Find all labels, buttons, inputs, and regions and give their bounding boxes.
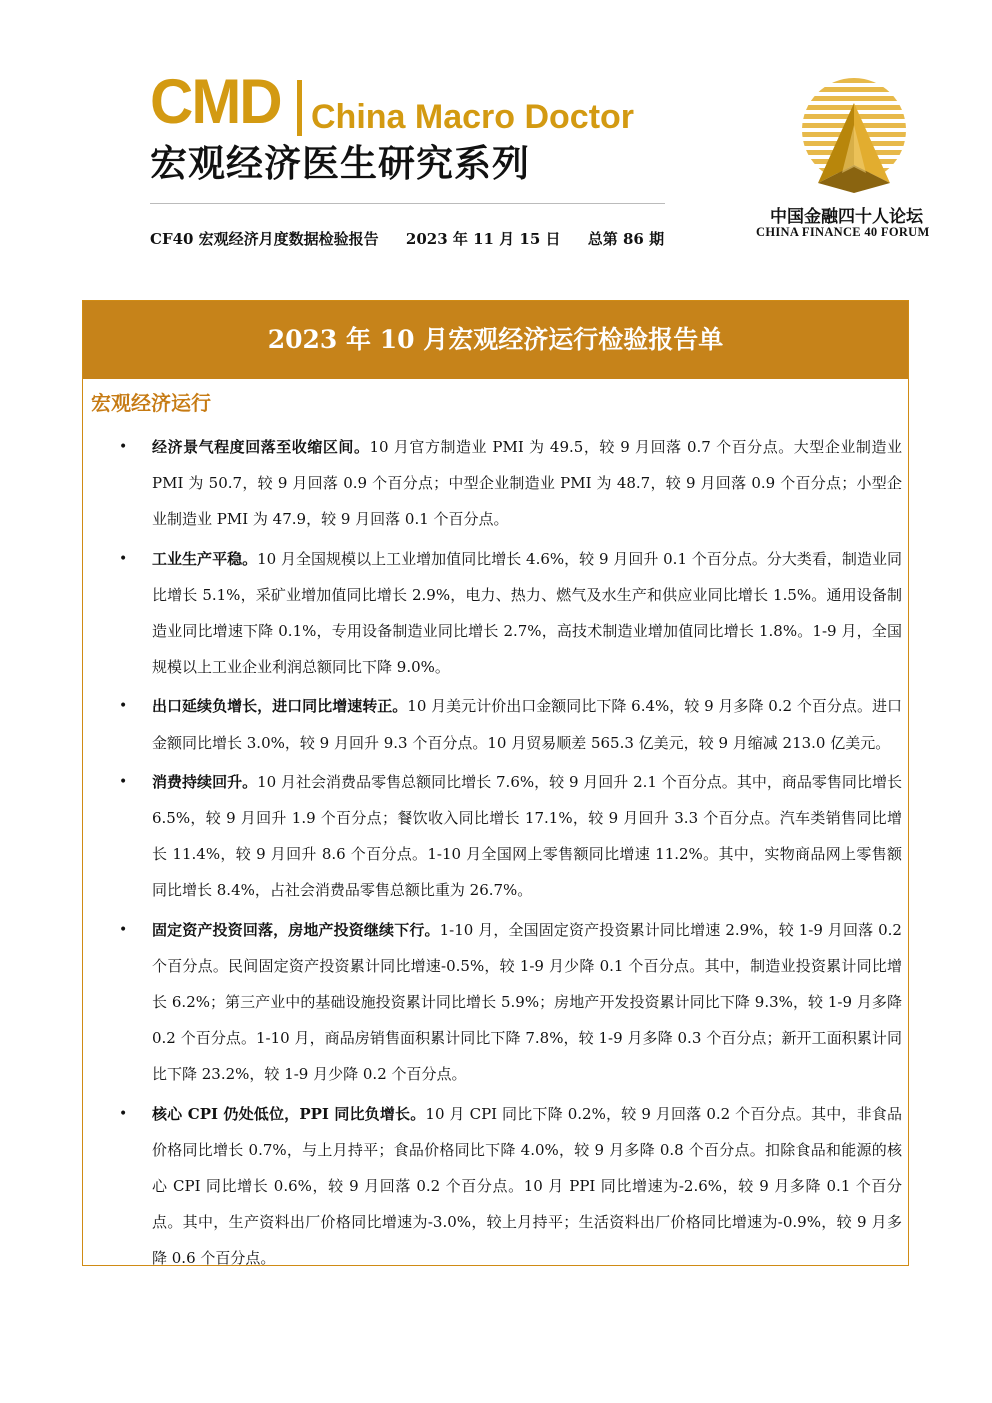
- brand-cmd: CMD: [150, 66, 281, 137]
- item-text: 10 月 CPI 同比下降 0.2%，较 9 月回落 0.2 个百分点。其中，非食品价格同比增长 0.7%，与上月持平；食品价格同比下降 4.0%，较 9 月多降 0.8 个百分点。扣除食品和能源的核心 CPI 同比增长 0.6%，较 9 月回落 0.2 个百分点。10 月 PPI 同比增速为-2.6%，较 9 月多降 0.1 个百分点。其中，生产资料出厂价格同比增速为-3.0%，较上月持平；生活资料出厂价格同比增速为-0.9%，较 9 月多降 0.6 个百分点。: [152, 1104, 902, 1268]
- report-meta: [150, 228, 686, 249]
- bullet-icon: •: [119, 1105, 128, 1122]
- item-text: 10 月社会消费品零售总额同比增长 7.6%，较 9 月回升 2.1 个百分点。其中，商品零售同比增长 6.5%，较 9 月回升 1.9 个百分点；餐饮收入同比增长 17.1%，较 9 月回升 3.3 个百分点。汽车类销售同比增长 11.4%，较 9 月回升 8.6 个百分点。1-10 月全国网上零售额同比增速 11.2%。其中，实物商品网上零售额同比增长 8.4%，占社会消费品零售总额比重为 26.7%。: [152, 772, 902, 900]
- findings-list: [119, 429, 902, 1280]
- item-text: 10 月美元计价出口金额同比下降 6.4%，较 9 月多降 0.2 个百分点。进口金额同比增长 3.0%，较 9 月回升 9.3 个百分点。10 月贸易顺差 565.3 亿美元，较 9 月缩减 213.0 亿美元。: [152, 697, 902, 752]
- item-text: 1-10 月，全国固定资产投资累计同比增速 2.9%，较 1-9 月回落 0.2 个百分点。民间固定资产投资累计同比增速-0.5%，较 1-9 月少降 0.1 个百分点。其中，制造业投资累计同比增长 6.2%；第三产业中的基础设施投资累计同比增长 5.9%；房地产开发投资累计同比下降 9.3%，较 1-9 月多降 0.2 个百分点。1-10 月，商品房销售面积累计同比下降 7.8%，较 1-9 月多降 0.3 个百分点；新开工面积累计同比下降 23.2%，较 1-9 月少降 0.2 个百分点。: [152, 920, 902, 1084]
- list-item: [119, 764, 902, 909]
- item-text: 10 月全国规模以上工业增加值同比增长 4.6%，较 9 月回升 0.1 个百分点。分大类看，制造业同比增长 5.1%，采矿业增加值同比增长 2.9%，电力、热力、燃气及水生产和供应业同比增长 1.5%。通用设备制造业同比增速下降 0.1%，专用设备制造业同比增长 2.7%，高技术制造业增加值同比增长 1.8%。1-9 月，全国规模以上工业企业利润总额同比下降 9.0%。: [152, 549, 902, 677]
- item-lead: 消费持续回升。: [152, 772, 258, 791]
- brand-english-title: China Macro Doctor: [311, 98, 635, 136]
- bullet-icon: •: [119, 698, 128, 715]
- cf40-logo-icon: [798, 75, 910, 195]
- section-heading: 宏观经济运行: [91, 391, 211, 415]
- list-item: [119, 429, 902, 538]
- logo-english-name: CHINA FINANCE 40 FORUM: [756, 225, 930, 239]
- bullet-icon: •: [119, 921, 128, 938]
- meta-report-name: CF40 宏观经济月度数据检验报告: [150, 230, 379, 248]
- meta-issue: 总第 86 期: [587, 230, 665, 248]
- list-item: [119, 541, 902, 686]
- brand-divider: [297, 80, 302, 136]
- brand-chinese-title: 宏观经济医生研究系列: [150, 142, 530, 185]
- list-item: [119, 688, 902, 760]
- list-item: [119, 912, 902, 1093]
- report-box: [82, 300, 909, 1266]
- meta-date: 2023 年 11 月 15 日: [405, 230, 561, 248]
- item-lead: 出口延续负增长，进口同比增速转正。: [152, 697, 408, 716]
- item-lead: 工业生产平稳。: [152, 549, 258, 568]
- bullet-icon: •: [119, 773, 128, 790]
- bullet-icon: •: [119, 439, 128, 455]
- item-text: 10 月官方制造业 PMI 为 49.5，较 9 月回落 0.7 个百分点。大型企业制造业 PMI 为 50.7，较 9 月回落 0.9 个百分点；中型企业制造业 PMI 为 48.7，较 9 月回落 0.9 个百分点；小型企业制造业 PMI 为 47.9，较 9 月回落 0.1 个百分点。: [152, 438, 902, 529]
- list-item: [119, 1096, 902, 1277]
- item-lead: 经济景气程度回落至收缩区间。: [152, 438, 370, 456]
- header-rule: [150, 203, 665, 204]
- bullet-icon: •: [119, 550, 128, 567]
- report-title: 2023 年 10 月宏观经济运行检验报告单: [83, 301, 908, 379]
- logo-chinese-name: 中国金融四十人论坛: [770, 207, 923, 227]
- item-lead: 核心 CPI 仍处低位，PPI 同比负增长。: [152, 1104, 426, 1123]
- item-lead: 固定资产投资回落，房地产投资继续下行。: [152, 920, 440, 939]
